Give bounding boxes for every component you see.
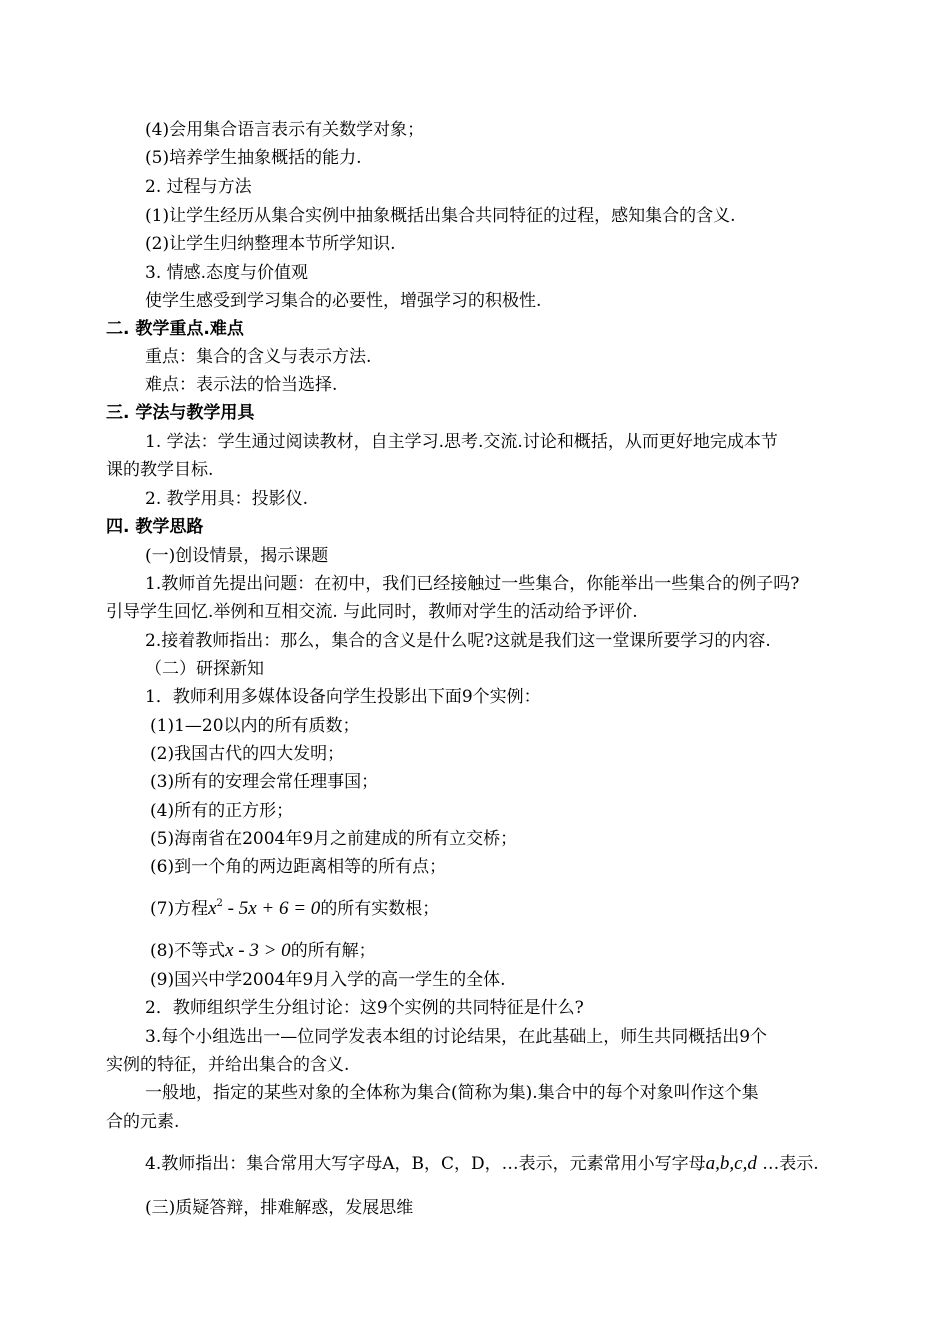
text-line: 引导学生回忆.举例和互相交流. 与此同时，教师对学生的活动给予评价.	[106, 602, 638, 622]
subsection-heading: (一)创设情景，揭示课题	[145, 546, 329, 566]
element-letters: a,b,c,d	[705, 1153, 757, 1174]
text-line: 一般地，指定的某些对象的全体称为集合(简称为集).集合中的每个对象叫作这个集	[145, 1083, 759, 1103]
equation-rest: - 5x + 6 = 0	[222, 898, 321, 919]
list-item: (1)1—20以内的所有质数；	[150, 716, 360, 736]
list-item: (6)到一个角的两边距离相等的所有点；	[150, 857, 447, 877]
text-line: 1．教师利用多媒体设备向学生投影出下面9个实例：	[145, 687, 541, 707]
list-item-prefix: (7)方程	[150, 899, 209, 919]
inequality-expression: x - 3 > 0	[225, 940, 291, 961]
text-line: 2．教师组织学生分组讨论：这9个实例的共同特征是什么?	[145, 998, 584, 1018]
text-line: (2)让学生归纳整理本节所学知识.	[145, 234, 396, 254]
text-line: (5)培养学生抽象概括的能力.	[145, 148, 362, 168]
subsection-heading: 3. 情感.态度与价值观	[145, 263, 309, 283]
section-heading: 三. 学法与教学用具	[106, 403, 255, 423]
list-item: (2)我国古代的四大发明；	[150, 744, 345, 764]
list-item: (4)所有的正方形；	[150, 801, 294, 821]
subsection-heading: 2. 过程与方法	[145, 177, 252, 197]
text-line: 2. 教学用具：投影仪.	[145, 489, 309, 509]
section-heading: 四. 教学思路	[106, 517, 204, 537]
text-line: 使学生感受到学习集合的必要性，增强学习的积极性.	[145, 291, 542, 311]
text-line: 1. 学法：学生通过阅读教材，自主学习.思考.交流.讨论和概括，从而更好地完成本节	[145, 432, 778, 452]
list-item-inequality	[150, 940, 376, 964]
text-line: 重点：集合的含义与表示方法.	[145, 347, 372, 367]
text-line: 3.每个小组选出一—位同学发表本组的讨论结果，在此基础上，师生共同概括出9个	[145, 1027, 768, 1047]
text-line: (1)让学生经历从集合实例中抽象概括出集合共同特征的过程，感知集合的含义.	[145, 206, 736, 226]
equation-exponent: 2	[216, 898, 223, 909]
list-item-suffix: 的所有解；	[290, 941, 376, 961]
text-line: (4)会用集合语言表示有关数学对象；	[145, 120, 425, 140]
list-item: (5)海南省在2004年9月之前建成的所有立交桥；	[150, 829, 518, 849]
list-item-suffix: 的所有实数根；	[320, 899, 440, 919]
list-item: (3)所有的安理会常任理事国；	[150, 772, 379, 792]
equation-x: x	[208, 898, 217, 919]
text-line: 课的教学目标.	[106, 460, 214, 480]
list-item-prefix: (8)不等式	[150, 941, 226, 961]
subsection-heading: (三)质疑答辩，排难解惑，发展思维	[145, 1198, 414, 1218]
text-line: 难点：表示法的恰当选择.	[145, 375, 338, 395]
text-line-with-math	[145, 1153, 819, 1177]
list-item-equation	[150, 898, 439, 922]
text-line: 合的元素.	[106, 1112, 180, 1132]
text-line: 实例的特征，并给出集合的含义.	[106, 1055, 350, 1075]
text-line: 2.接着教师指出：那么，集合的含义是什么呢?这就是我们这一堂课所要学习的内容.	[145, 631, 771, 651]
list-item: (9)国兴中学2004年9月入学的高一学生的全体.	[150, 970, 506, 990]
text-line: 1.教师首先提出问题：在初中，我们已经接触过一些集合，你能举出一些集合的例子吗?	[145, 574, 800, 594]
text-prefix: 4.教师指出：集合常用大写字母A，B，C，D，…表示，元素常用小写字母	[145, 1154, 706, 1174]
subsection-heading: （二）研探新知	[145, 659, 264, 679]
section-heading: 二. 教学重点.难点	[106, 319, 244, 339]
text-suffix: …表示.	[756, 1154, 819, 1174]
